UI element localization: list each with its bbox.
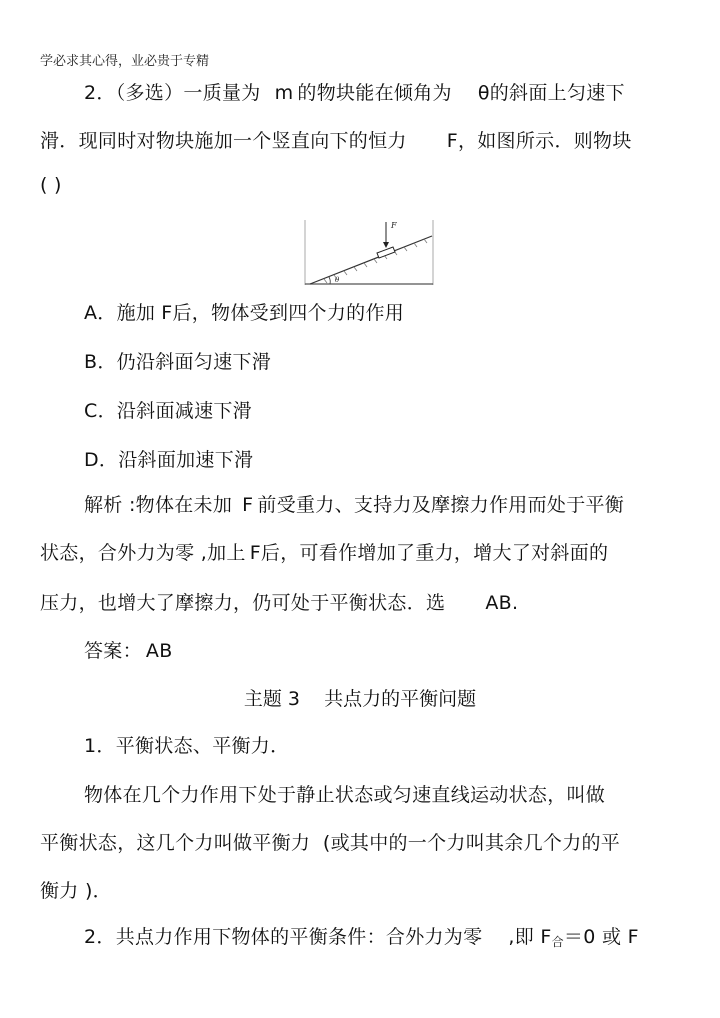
analysis-line-1: 解析 :物体在未加 F 前受重力、支持力及摩擦力作用而处于平衡 — [84, 494, 625, 516]
force-label: F — [391, 221, 397, 230]
page-header: 学必求其心得，业必贵于专精 — [40, 54, 210, 69]
body-line-3: 平衡状态，这几个力叫做平衡力 (或其中的一个力叫其余几个力的平 — [40, 832, 621, 854]
body-line-2: 物体在几个力作用下处于静止状态或匀速直线运动状态，叫做 — [84, 784, 606, 806]
option-a: A．施加 F后，物体受到四个力的作用 — [84, 302, 405, 324]
option-b: B．仍沿斜面匀速下滑 — [84, 351, 272, 373]
incline-hatching — [324, 239, 427, 283]
option-d: D．沿斜面加速下滑 — [84, 449, 254, 471]
body-line-5: 2．共点力作用下物体的平衡条件：合外力为零 ,即 $F_合=0$ 或 F — [84, 926, 639, 949]
incline-figure — [304, 216, 434, 286]
angle-label: θ — [335, 276, 340, 284]
option-c: C．沿斜面减速下滑 — [84, 400, 252, 422]
body-line-4: 衡力 )． — [40, 880, 112, 902]
angle-arc — [329, 277, 330, 284]
question-line-2: 滑．现同时对物块施加一个竖直向下的恒力 F，如图所示．则物块 — [40, 130, 632, 152]
question-blank: ( ) — [40, 174, 62, 196]
answer-line: 答案： AB — [84, 640, 173, 662]
analysis-line-2: 状态，合外力为零 ,加上 F后，可看作增加了重力，增大了对斜面的 — [40, 542, 609, 564]
analysis-line-3: 压力，也增大了摩擦力，仍可处于平衡状态．选 AB. — [40, 592, 519, 614]
force-arrowhead — [383, 242, 389, 248]
block — [377, 247, 395, 258]
topic-title: 主题 3 共点力的平衡问题 — [243, 688, 477, 710]
question-line-1: 2．（多选）一质量为 m 的物块能在倾角为 θ的斜面上匀速下 — [84, 82, 625, 104]
body-line-1: 1．平衡状态、平衡力． — [84, 735, 290, 757]
incline-surface — [310, 236, 432, 284]
